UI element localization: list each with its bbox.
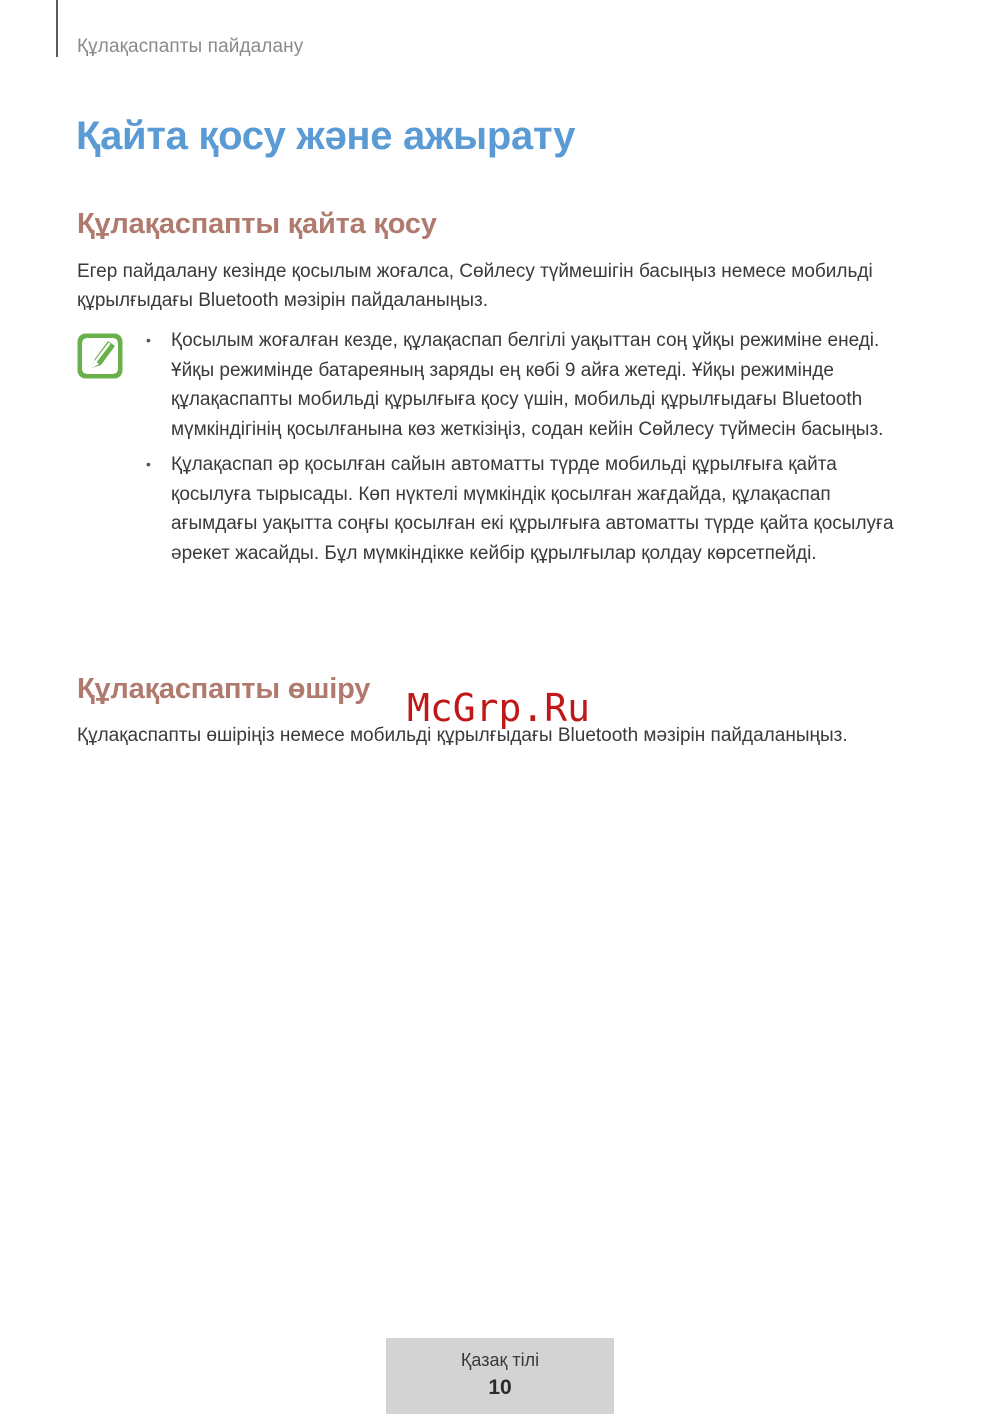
page-number: 10 — [488, 1376, 512, 1399]
reconnect-body-text: Егер пайдалану кезінде қосылым жоғалса, Сөйлесу түймешігін басыңыз немесе мобильді құрылғыдағы Bluetooth мәзірін пайдаланыңыз. — [77, 261, 873, 311]
page-title: Қайта қосу және ажырату — [76, 114, 576, 158]
page-footer — [386, 1338, 614, 1414]
section-heading-reconnect: Құлақаспапты қайта қосу — [77, 208, 437, 240]
bullet-icon: • — [146, 456, 151, 472]
note-item-text: Құлақаспап әр қосылған сайын автоматты түрде мобильді құрылғыға қайта қосылуға тырысады. Көп нүктелі мүмкіндік қосылған жағдайда, құлақаспап ағымдағы уақытта соңғы қосылған екі құрылғыға автоматты түрде қайта қосылуға әрекет жасайды. Бұл мүмкіндікке кейбір құрылғылар қолдау көрсетпейді. — [171, 454, 894, 564]
footer-language: Қазақ тілі — [460, 1350, 540, 1370]
note-pencil-icon — [76, 332, 124, 380]
bullet-icon: • — [146, 332, 151, 348]
note-item — [146, 326, 916, 444]
note-list — [146, 326, 916, 574]
watermark: McGrp.Ru — [407, 686, 591, 730]
note-item-text: Қосылым жоғалған кезде, құлақаспап белгілі уақыттан соң ұйқы режиміне енеді. Ұйқы режимінде батареяның заряды ең көбі 9 айға жетеді. Ұйқы режимінде құлақаспапты мобильді құрылғыға қосу үшін, мобильді құрылғыдағы Bluetooth мүмкіндігінің қосылғанына көз жеткізіңіз, содан кейін Сөйлесу түймесін басыңыз. — [171, 330, 884, 440]
section-heading-turn-off: Құлақаспапты өшіру — [77, 673, 371, 705]
note-item — [146, 450, 916, 568]
turn-off-body-text: Құлақаспапты өшіріңіз немесе мобильді құрылғыдағы Bluetooth мәзірін пайдаланыңыз. — [77, 725, 848, 746]
margin-rule — [56, 0, 58, 57]
running-header: Құлақаспапты пайдалану — [77, 36, 304, 57]
